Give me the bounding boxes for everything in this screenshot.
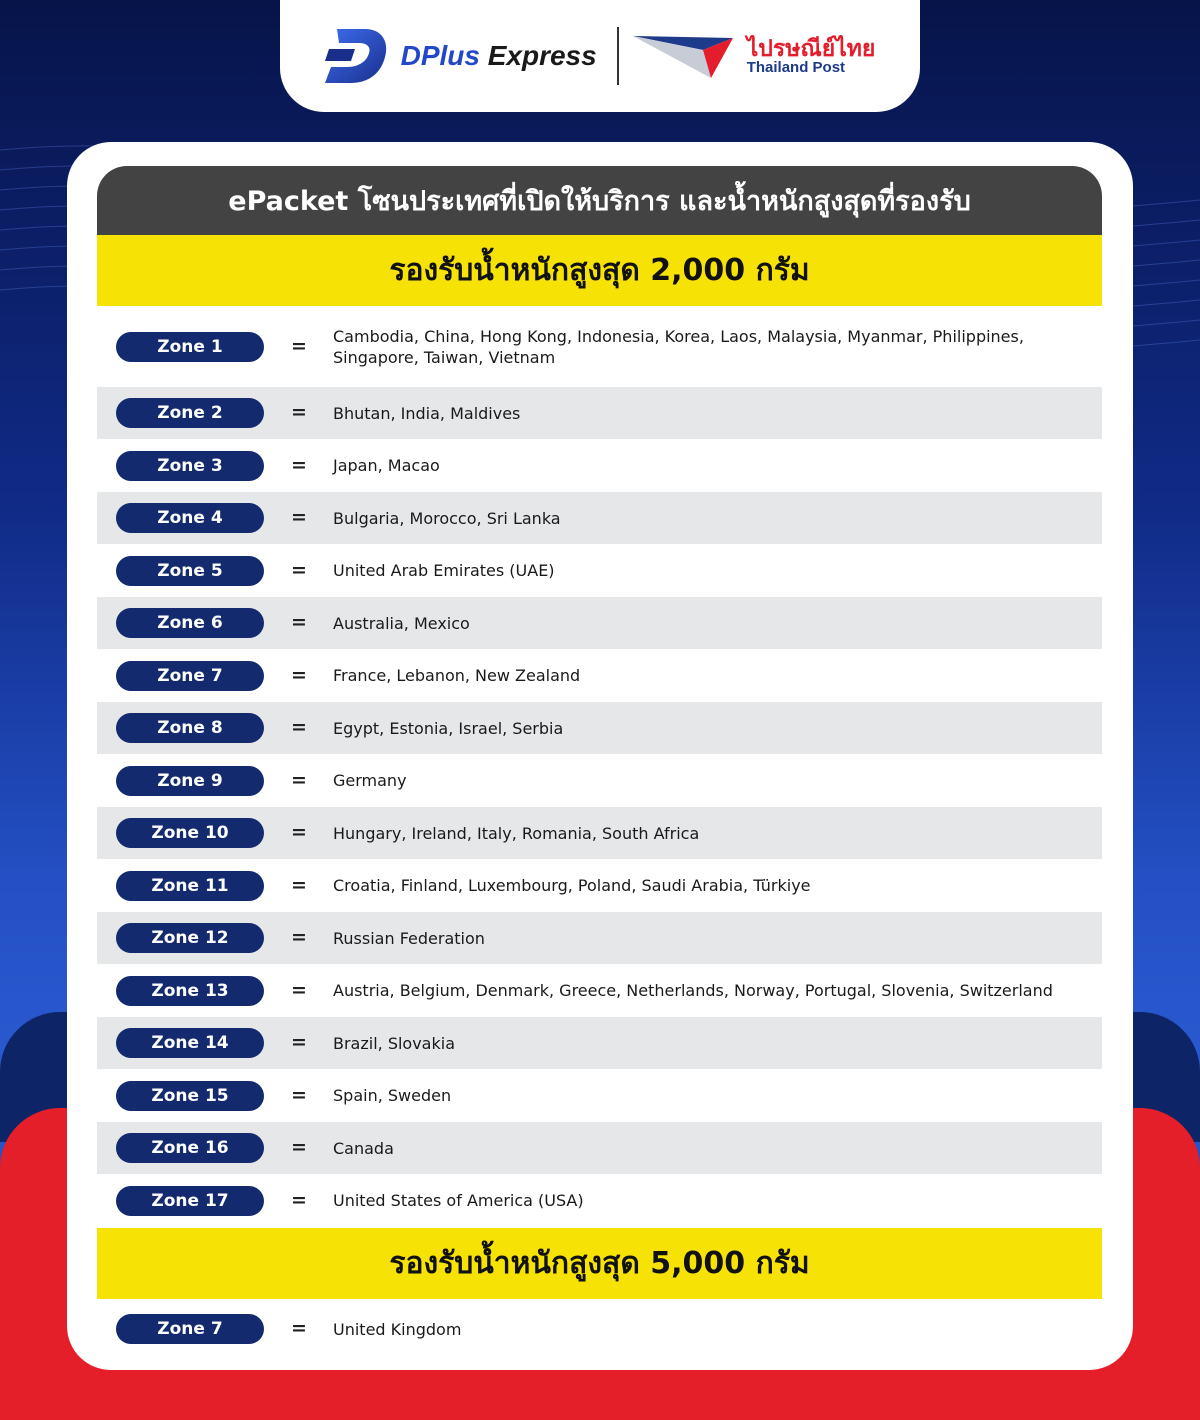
equals-sign: =: [291, 1317, 307, 1339]
zone-row: [97, 754, 1102, 807]
zone-row: [97, 1069, 1102, 1122]
equals-sign: =: [291, 558, 307, 581]
zone-countries: Spain, Sweden: [333, 1086, 452, 1105]
zone-countries: France, Lebanon, New Zealand: [333, 666, 581, 685]
zone-row: [97, 964, 1102, 1017]
thailand-post-english-name: Thailand Post: [746, 59, 846, 77]
zone-badge: Zone 3: [116, 451, 264, 481]
zone-countries: Egypt, Estonia, Israel, Serbia: [333, 718, 564, 738]
logo-bar: [280, 0, 920, 112]
equals-sign: =: [291, 1031, 307, 1053]
zone-badge: Zone 9: [116, 766, 264, 796]
zone-badge: Zone 8: [116, 713, 264, 743]
equals-sign: =: [291, 768, 307, 791]
zone-badge: Zone 17: [116, 1186, 264, 1216]
zone-countries: Russian Federation: [333, 928, 485, 948]
thailand-post-wordmark: [747, 36, 876, 76]
zone-row: [97, 1017, 1102, 1069]
zone-countries: Canada: [333, 1138, 394, 1158]
equals-sign: =: [291, 453, 307, 476]
zone-countries: Bhutan, India, Maldives: [333, 403, 521, 423]
zone-countries: Japan, Macao: [333, 456, 440, 475]
equals-sign: =: [291, 334, 307, 357]
zone-countries: Austria, Belgium, Denmark, Greece, Netherlands, Norway, Portugal, Slovenia, Switzerland: [333, 981, 1053, 1000]
zone-row: [97, 439, 1102, 492]
logo-divider: [617, 27, 619, 85]
zone-row: [97, 859, 1102, 912]
zone-badge: Zone 5: [116, 556, 264, 586]
zone-row: [97, 702, 1102, 754]
zone-badge: Zone 14: [116, 1028, 264, 1058]
dplus-wordmark: DPlus Express: [400, 40, 597, 71]
zone-badge: Zone 10: [116, 818, 264, 848]
zone-row: [97, 1174, 1102, 1227]
zone-countries: Australia, Mexico: [333, 613, 470, 633]
weight-limit-heading: รองรับน้ำหนักสูงสุด 5,000 กรัม: [97, 1228, 1102, 1299]
zone-badge: Zone 7: [116, 661, 264, 691]
zone-badge: Zone 2: [116, 398, 264, 428]
zone-badge: Zone 1: [116, 332, 264, 362]
zone-row: [97, 597, 1102, 649]
zone-badge: Zone 11: [116, 871, 264, 901]
zone-countries: United Kingdom: [333, 1319, 462, 1339]
zone-badge: Zone 13: [116, 976, 264, 1006]
zone-badge: Zone 4: [116, 503, 264, 533]
zone-badge: Zone 6: [116, 608, 264, 638]
equals-sign: =: [291, 611, 307, 633]
equals-sign: =: [291, 716, 307, 738]
equals-sign: =: [291, 663, 307, 686]
dplus-logo-icon: [325, 27, 389, 85]
zone-row: [97, 306, 1102, 387]
zone-row: [97, 492, 1102, 544]
equals-sign: =: [291, 978, 307, 1001]
equals-sign: =: [291, 873, 307, 896]
zone-badge: Zone 12: [116, 923, 264, 953]
zone-row: [97, 387, 1102, 439]
zone-countries: Hungary, Ireland, Italy, Romania, South Africa: [333, 823, 700, 843]
weight-limit-heading: รองรับน้ำหนักสูงสุด 2,000 กรัม: [97, 235, 1102, 306]
zone-countries: Croatia, Finland, Luxembourg, Poland, Saudi Arabia, Türkiye: [333, 876, 811, 895]
zone-row: [97, 1300, 1102, 1358]
thailand-post-thai-name: ไปรษณีย์ไทย: [746, 35, 876, 62]
zone-countries: Germany: [333, 771, 407, 790]
zone-badge: Zone 15: [116, 1081, 264, 1111]
zone-countries: Brazil, Slovakia: [333, 1033, 455, 1053]
zone-row: [97, 912, 1102, 964]
equals-sign: =: [291, 401, 307, 423]
equals-sign: =: [291, 1083, 307, 1106]
zone-countries: United States of America (USA): [333, 1191, 584, 1210]
zone-row: [97, 544, 1102, 597]
zone-countries: Cambodia, China, Hong Kong, Indonesia, Korea, Laos, Malaysia, Myanmar, Philippines, Singapore, Taiwan, Vietnam: [333, 326, 1024, 367]
zone-badge: Zone 16: [116, 1133, 264, 1163]
page-title: ePacket โซนประเทศที่เปิดให้บริการ และน้ำหนักสูงสุดที่รองรับ: [97, 166, 1102, 235]
thailand-post-logo-icon: [633, 30, 741, 82]
zone-countries: Bulgaria, Morocco, Sri Lanka: [333, 508, 561, 528]
equals-sign: =: [291, 926, 307, 948]
zone-row: [97, 649, 1102, 702]
equals-sign: =: [291, 506, 307, 528]
equals-sign: =: [291, 1136, 307, 1158]
zone-row: [97, 1122, 1102, 1174]
zone-countries: United Arab Emirates (UAE): [333, 561, 555, 580]
zone-row: [97, 807, 1102, 859]
equals-sign: =: [291, 821, 307, 843]
equals-sign: =: [291, 1188, 307, 1211]
zone-badge: Zone 7: [116, 1314, 264, 1344]
